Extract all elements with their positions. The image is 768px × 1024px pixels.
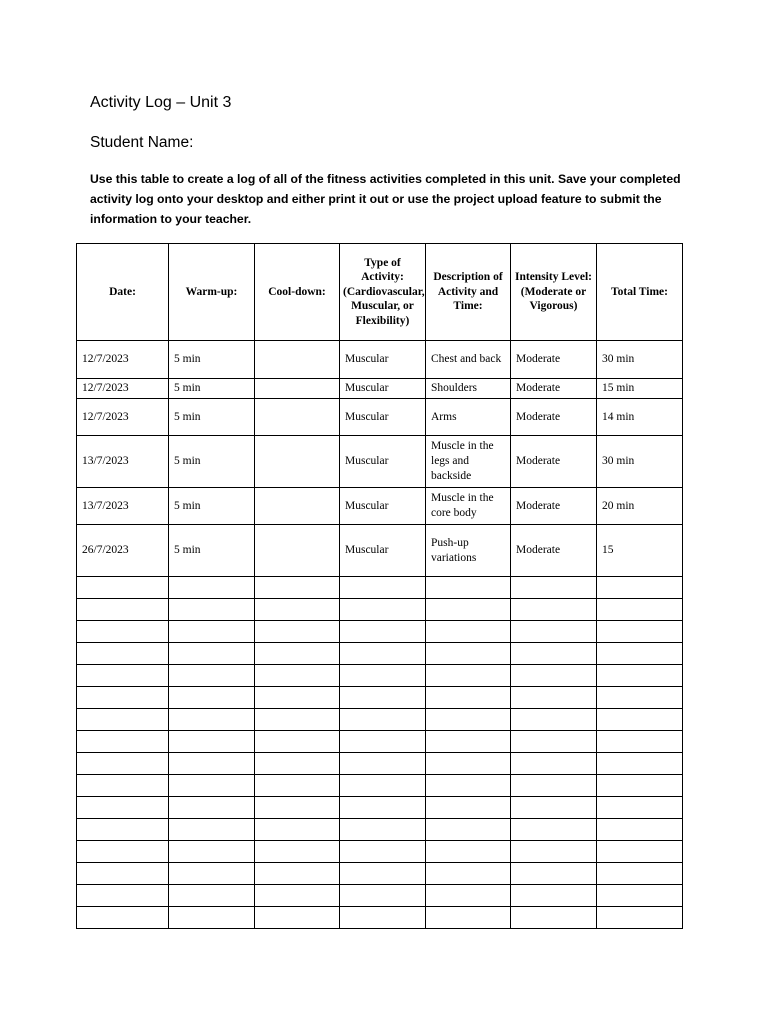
cell-activity-type[interactable] xyxy=(340,665,426,687)
cell-warm-up[interactable] xyxy=(169,753,255,775)
cell-total-time[interactable]: 30 min xyxy=(597,436,683,488)
cell-intensity[interactable]: Moderate xyxy=(511,436,597,488)
cell-cool-down[interactable] xyxy=(255,436,340,488)
header-cool-down: Cool-down: xyxy=(255,244,340,341)
cell-intensity[interactable] xyxy=(511,665,597,687)
cell-cool-down[interactable] xyxy=(255,643,340,665)
cell-warm-up[interactable]: 5 min xyxy=(169,341,255,379)
cell-intensity[interactable] xyxy=(511,599,597,621)
cell-warm-up[interactable] xyxy=(169,775,255,797)
cell-warm-up[interactable] xyxy=(169,731,255,753)
cell-intensity[interactable] xyxy=(511,797,597,819)
empty-rows xyxy=(77,577,683,929)
table-row xyxy=(77,379,683,399)
instructions-paragraph: Use this table to create a log of all of the fitness activities completed in this unit. Save your completed activity log onto your desktop and either print it out or use the project upload feature to submit the information to your teacher. xyxy=(90,172,681,226)
cell-description[interactable] xyxy=(426,753,511,775)
cell-date[interactable] xyxy=(77,687,169,709)
cell-activity-type[interactable] xyxy=(340,731,426,753)
cell-activity-type[interactable] xyxy=(340,687,426,709)
cell-activity-type[interactable] xyxy=(340,885,426,907)
cell-cool-down[interactable] xyxy=(255,709,340,731)
cell-intensity[interactable]: Moderate xyxy=(511,379,597,399)
cell-cool-down[interactable] xyxy=(255,907,340,929)
cell-total-time[interactable] xyxy=(597,775,683,797)
cell-intensity[interactable]: Moderate xyxy=(511,399,597,436)
cell-description[interactable] xyxy=(426,907,511,929)
table-row xyxy=(77,709,683,731)
cell-activity-type[interactable] xyxy=(340,797,426,819)
table-row xyxy=(77,665,683,687)
cell-description[interactable] xyxy=(426,665,511,687)
cell-total-time[interactable]: 15 xyxy=(597,525,683,577)
cell-cool-down[interactable] xyxy=(255,488,340,525)
cell-warm-up[interactable] xyxy=(169,885,255,907)
table-row xyxy=(77,863,683,885)
document-title: Activity Log – Unit 3 xyxy=(90,94,232,111)
table-row xyxy=(77,621,683,643)
cell-intensity[interactable] xyxy=(511,885,597,907)
cell-date[interactable] xyxy=(77,841,169,863)
cell-intensity[interactable] xyxy=(511,863,597,885)
cell-intensity[interactable]: Moderate xyxy=(511,341,597,379)
cell-cool-down[interactable] xyxy=(255,525,340,577)
cell-date[interactable] xyxy=(77,709,169,731)
cell-date[interactable]: 13/7/2023 xyxy=(77,488,169,525)
cell-date[interactable] xyxy=(77,731,169,753)
cell-total-time[interactable] xyxy=(597,577,683,599)
table-row xyxy=(77,775,683,797)
header-intensity: Intensity Level: (Moderate or Vigorous) xyxy=(511,244,597,341)
table-row xyxy=(77,687,683,709)
cell-total-time[interactable] xyxy=(597,753,683,775)
table-row xyxy=(77,731,683,753)
cell-cool-down[interactable] xyxy=(255,687,340,709)
table-row xyxy=(77,841,683,863)
cell-total-time[interactable] xyxy=(597,841,683,863)
cell-cool-down[interactable] xyxy=(255,841,340,863)
table-row xyxy=(77,643,683,665)
cell-activity-type[interactable] xyxy=(340,577,426,599)
cell-date[interactable] xyxy=(77,643,169,665)
cell-intensity[interactable] xyxy=(511,643,597,665)
cell-description[interactable]: Arms xyxy=(426,399,511,436)
cell-description[interactable]: Muscle in the legs and backside xyxy=(426,436,511,488)
cell-description[interactable] xyxy=(426,863,511,885)
cell-cool-down[interactable] xyxy=(255,379,340,399)
cell-cool-down[interactable] xyxy=(255,399,340,436)
cell-total-time[interactable] xyxy=(597,709,683,731)
cell-total-time[interactable] xyxy=(597,819,683,841)
cell-date[interactable] xyxy=(77,775,169,797)
cell-activity-type[interactable] xyxy=(340,753,426,775)
cell-total-time[interactable] xyxy=(597,599,683,621)
cell-date[interactable]: 12/7/2023 xyxy=(77,341,169,379)
cell-intensity[interactable]: Moderate xyxy=(511,488,597,525)
cell-activity-type[interactable] xyxy=(340,841,426,863)
cell-intensity[interactable]: Moderate xyxy=(511,525,597,577)
cell-cool-down[interactable] xyxy=(255,577,340,599)
table-row xyxy=(77,819,683,841)
cell-warm-up[interactable]: 5 min xyxy=(169,399,255,436)
cell-cool-down[interactable] xyxy=(255,775,340,797)
table-header-row xyxy=(77,244,683,341)
cell-total-time[interactable] xyxy=(597,643,683,665)
cell-warm-up[interactable] xyxy=(169,797,255,819)
cell-intensity[interactable] xyxy=(511,841,597,863)
cell-date[interactable]: 26/7/2023 xyxy=(77,525,169,577)
cell-date[interactable] xyxy=(77,885,169,907)
cell-activity-type[interactable]: Muscular xyxy=(340,488,426,525)
cell-activity-type[interactable] xyxy=(340,621,426,643)
header-description: Description of Activity and Time: xyxy=(426,244,511,341)
cell-total-time[interactable]: 30 min xyxy=(597,341,683,379)
table-row xyxy=(77,753,683,775)
cell-warm-up[interactable] xyxy=(169,863,255,885)
table-row xyxy=(77,399,683,436)
cell-cool-down[interactable] xyxy=(255,665,340,687)
cell-activity-type[interactable] xyxy=(340,599,426,621)
cell-cool-down[interactable] xyxy=(255,599,340,621)
activity-log-table xyxy=(76,243,683,929)
table-row xyxy=(77,525,683,577)
cell-warm-up[interactable]: 5 min xyxy=(169,436,255,488)
header-total-time: Total Time: xyxy=(597,244,683,341)
cell-description[interactable] xyxy=(426,643,511,665)
cell-activity-type[interactable]: Muscular xyxy=(340,525,426,577)
cell-description[interactable] xyxy=(426,599,511,621)
cell-date[interactable]: 13/7/2023 xyxy=(77,436,169,488)
cell-warm-up[interactable]: 5 min xyxy=(169,525,255,577)
cell-total-time[interactable] xyxy=(597,863,683,885)
cell-intensity[interactable] xyxy=(511,753,597,775)
cell-intensity[interactable] xyxy=(511,709,597,731)
header-activity-type: Type of Activity: (Cardiovascular, Muscular, or Flexibility) xyxy=(340,244,426,341)
table-row xyxy=(77,488,683,525)
cell-cool-down[interactable] xyxy=(255,341,340,379)
cell-activity-type[interactable] xyxy=(340,863,426,885)
cell-activity-type[interactable]: Muscular xyxy=(340,379,426,399)
cell-cool-down[interactable] xyxy=(255,731,340,753)
cell-cool-down[interactable] xyxy=(255,621,340,643)
cell-description[interactable] xyxy=(426,885,511,907)
cell-total-time[interactable]: 15 min xyxy=(597,379,683,399)
cell-description[interactable] xyxy=(426,621,511,643)
cell-total-time[interactable] xyxy=(597,621,683,643)
cell-date[interactable] xyxy=(77,819,169,841)
cell-date[interactable] xyxy=(77,797,169,819)
cell-intensity[interactable] xyxy=(511,621,597,643)
cell-description[interactable] xyxy=(426,577,511,599)
cell-warm-up[interactable] xyxy=(169,907,255,929)
cell-date[interactable] xyxy=(77,753,169,775)
cell-date[interactable] xyxy=(77,577,169,599)
table-row xyxy=(77,436,683,488)
cell-date[interactable]: 12/7/2023 xyxy=(77,399,169,436)
cell-cool-down[interactable] xyxy=(255,863,340,885)
table-row xyxy=(77,885,683,907)
cell-date[interactable] xyxy=(77,665,169,687)
table-row xyxy=(77,797,683,819)
cell-description[interactable]: Push-up variations xyxy=(426,525,511,577)
cell-activity-type[interactable]: Muscular xyxy=(340,436,426,488)
cell-total-time[interactable] xyxy=(597,885,683,907)
cell-intensity[interactable] xyxy=(511,775,597,797)
cell-cool-down[interactable] xyxy=(255,753,340,775)
cell-warm-up[interactable] xyxy=(169,819,255,841)
cell-description[interactable] xyxy=(426,731,511,753)
cell-cool-down[interactable] xyxy=(255,885,340,907)
cell-activity-type[interactable] xyxy=(340,643,426,665)
cell-activity-type[interactable] xyxy=(340,819,426,841)
cell-warm-up[interactable] xyxy=(169,709,255,731)
cell-total-time[interactable]: 14 min xyxy=(597,399,683,436)
cell-date[interactable] xyxy=(77,863,169,885)
cell-total-time[interactable]: 20 min xyxy=(597,488,683,525)
cell-warm-up[interactable] xyxy=(169,665,255,687)
cell-description[interactable]: Chest and back xyxy=(426,341,511,379)
cell-warm-up[interactable] xyxy=(169,841,255,863)
header-warm-up: Warm-up: xyxy=(169,244,255,341)
cell-activity-type[interactable] xyxy=(340,709,426,731)
cell-description[interactable] xyxy=(426,819,511,841)
cell-activity-type[interactable] xyxy=(340,775,426,797)
cell-intensity[interactable] xyxy=(511,577,597,599)
cell-cool-down[interactable] xyxy=(255,797,340,819)
cell-date[interactable] xyxy=(77,907,169,929)
cell-activity-type[interactable]: Muscular xyxy=(340,341,426,379)
cell-total-time[interactable] xyxy=(597,687,683,709)
cell-description[interactable] xyxy=(426,797,511,819)
cell-description[interactable]: Muscle in the core body xyxy=(426,488,511,525)
cell-warm-up[interactable] xyxy=(169,687,255,709)
cell-activity-type[interactable] xyxy=(340,907,426,929)
table-row xyxy=(77,577,683,599)
cell-total-time[interactable] xyxy=(597,797,683,819)
cell-intensity[interactable] xyxy=(511,907,597,929)
cell-warm-up[interactable]: 5 min xyxy=(169,379,255,399)
cell-intensity[interactable] xyxy=(511,819,597,841)
cell-activity-type[interactable]: Muscular xyxy=(340,399,426,436)
cell-date[interactable] xyxy=(77,599,169,621)
cell-description[interactable] xyxy=(426,687,511,709)
cell-description[interactable] xyxy=(426,841,511,863)
cell-description[interactable] xyxy=(426,709,511,731)
cell-total-time[interactable] xyxy=(597,665,683,687)
table-row xyxy=(77,341,683,379)
cell-warm-up[interactable] xyxy=(169,599,255,621)
cell-description[interactable]: Shoulders xyxy=(426,379,511,399)
header-date: Date: xyxy=(77,244,169,341)
cell-warm-up[interactable] xyxy=(169,643,255,665)
cell-intensity[interactable] xyxy=(511,731,597,753)
cell-warm-up[interactable] xyxy=(169,621,255,643)
table-row xyxy=(77,907,683,929)
cell-cool-down[interactable] xyxy=(255,819,340,841)
cell-intensity[interactable] xyxy=(511,687,597,709)
cell-description[interactable] xyxy=(426,775,511,797)
cell-warm-up[interactable] xyxy=(169,577,255,599)
cell-warm-up[interactable]: 5 min xyxy=(169,488,255,525)
student-name-label: Student Name: xyxy=(90,134,194,151)
cell-date[interactable]: 12/7/2023 xyxy=(77,379,169,399)
table-row xyxy=(77,599,683,621)
cell-total-time[interactable] xyxy=(597,731,683,753)
cell-date[interactable] xyxy=(77,621,169,643)
cell-total-time[interactable] xyxy=(597,907,683,929)
